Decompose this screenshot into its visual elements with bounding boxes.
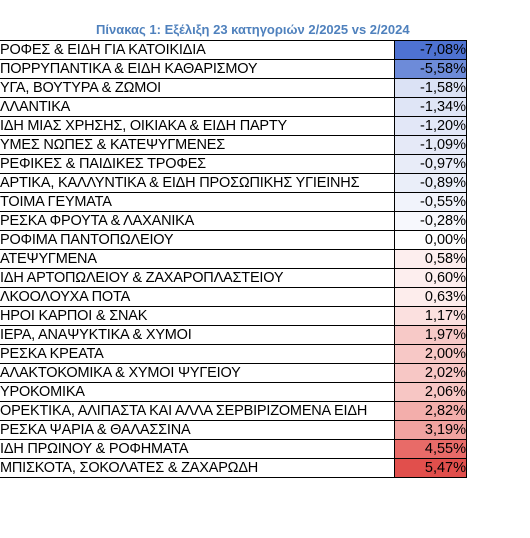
change-value-cell: 4,55% [395,440,467,459]
change-value-cell: 0,60% [395,269,467,288]
table-body [0,41,467,478]
change-value-cell: 0,58% [395,250,467,269]
change-value-cell: 2,82% [395,402,467,421]
change-value-cell: 1,17% [395,307,467,326]
category-cell: ΡΕΦΙΚΕΣ & ΠΑΙΔΙΚΕΣ ΤΡΟΦΕΣ [0,155,395,174]
category-cell: ΛΛΑΝΤΙΚΑ [0,98,395,117]
table-row [0,98,467,117]
change-value-cell: -1,58% [395,79,467,98]
category-cell: ΥΡΟΚΟΜΙΚΑ [0,383,395,402]
category-cell: ΑΛΑΚΤΟΚΟΜΙΚΑ & ΧΥΜΟΙ ΨΥΓΕΙΟΥ [0,364,395,383]
change-value-cell: 2,06% [395,383,467,402]
change-value-cell: -0,28% [395,212,467,231]
change-value-cell: -0,97% [395,155,467,174]
category-cell: ΙΔΗ ΠΡΩΙΝΟΥ & ΡΟΦΗΜΑΤΑ [0,440,395,459]
category-cell: ΡΕΣΚΑ ΨΑΡΙΑ & ΘΑΛΑΣΣΙΝΑ [0,421,395,440]
category-cell: ΡΕΣΚΑ ΦΡΟΥΤΑ & ΛΑΧΑΝΙΚΑ [0,212,395,231]
category-cell: ΑΡΤΙΚΑ, ΚΑΛΛΥΝΤΙΚΑ & ΕΙΔΗ ΠΡΟΣΩΠΙΚΗΣ ΥΓΙΕΙΝΗΣ [0,174,395,193]
table-row [0,174,467,193]
table-row [0,136,467,155]
category-cell: ΡΕΣΚΑ ΚΡΕΑΤΑ [0,345,395,364]
category-cell: ΟΡΕΚΤΙΚΑ, ΑΛΙΠΑΣΤΑ ΚΑΙ ΑΛΛΑ ΣΕΡΒΙΡΙΖΟΜΕΝΑ ΕΙΔΗ [0,402,395,421]
category-cell: ΗΡΟΙ ΚΑΡΠΟΙ & ΣΝΑΚ [0,307,395,326]
table-row [0,440,467,459]
table-row [0,250,467,269]
category-cell: ΤΟΙΜΑ ΓΕΥΜΑΤΑ [0,193,395,212]
table-row [0,288,467,307]
table-row [0,269,467,288]
change-value-cell: 2,00% [395,345,467,364]
change-value-cell: 0,63% [395,288,467,307]
table-row [0,41,467,60]
category-cell: ΜΠΙΣΚΟΤΑ, ΣΟΚΟΛΑΤΕΣ & ΖΑΧΑΡΩΔΗ [0,459,395,478]
category-cell: ΑΤΕΨΥΓΜΕΝΑ [0,250,395,269]
change-value-cell: 5,47% [395,459,467,478]
table-row [0,79,467,98]
table-row [0,212,467,231]
change-value-cell: 0,00% [395,231,467,250]
table-row [0,402,467,421]
category-cell: ΛΚΟΟΛΟΥΧΑ ΠΟΤΑ [0,288,395,307]
change-value-cell: -1,20% [395,117,467,136]
table-row [0,383,467,402]
change-value-cell: -0,55% [395,193,467,212]
category-cell: ΡΟΦΙΜΑ ΠΑΝΤΟΠΩΛΕΙΟΥ [0,231,395,250]
category-cell: ΡΟΦΕΣ & ΕΙΔΗ ΓΙΑ ΚΑΤΟΙΚΙΔΙΑ [0,41,395,60]
change-value-cell: -1,34% [395,98,467,117]
change-value-cell: 3,19% [395,421,467,440]
change-value-cell: -0,89% [395,174,467,193]
table-row [0,307,467,326]
category-change-table [0,40,467,478]
change-value-cell: -1,09% [395,136,467,155]
table-row [0,345,467,364]
category-cell: ΙΔΗ ΜΙΑΣ ΧΡΗΣΗΣ, ΟΙΚΙΑΚΑ & ΕΙΔΗ ΠΑΡΤΥ [0,117,395,136]
table-row [0,117,467,136]
table-row [0,231,467,250]
change-value-cell: 2,02% [395,364,467,383]
change-value-cell: 1,97% [395,326,467,345]
change-value-cell: -5,58% [395,60,467,79]
category-cell: ΙΕΡΑ, ΑΝΑΨΥΚΤΙΚΑ & ΧΥΜΟΙ [0,326,395,345]
table-title: Πίνακας 1: Εξέλιξη 23 κατηγοριών 2/2025 vs 2/2024 [96,22,410,37]
table-row [0,326,467,345]
table-row [0,364,467,383]
category-cell: ΙΔΗ ΑΡΤΟΠΩΛΕΙΟΥ & ΖΑΧΑΡΟΠΛΑΣΤΕΙΟΥ [0,269,395,288]
table-row [0,421,467,440]
table-row [0,155,467,174]
category-cell: ΠΟΡΡΥΠΑΝΤΙΚΑ & ΕΙΔΗ ΚΑΘΑΡΙΣΜΟΥ [0,60,395,79]
table-row [0,459,467,478]
change-value-cell: -7,08% [395,41,467,60]
category-cell: ΥΜΕΣ ΝΩΠΕΣ & ΚΑΤΕΨΥΓΜΕΝΕΣ [0,136,395,155]
table-row [0,193,467,212]
table-row [0,60,467,79]
category-cell: ΥΓΑ, ΒΟΥΤΥΡΑ & ΖΩΜΟΙ [0,79,395,98]
